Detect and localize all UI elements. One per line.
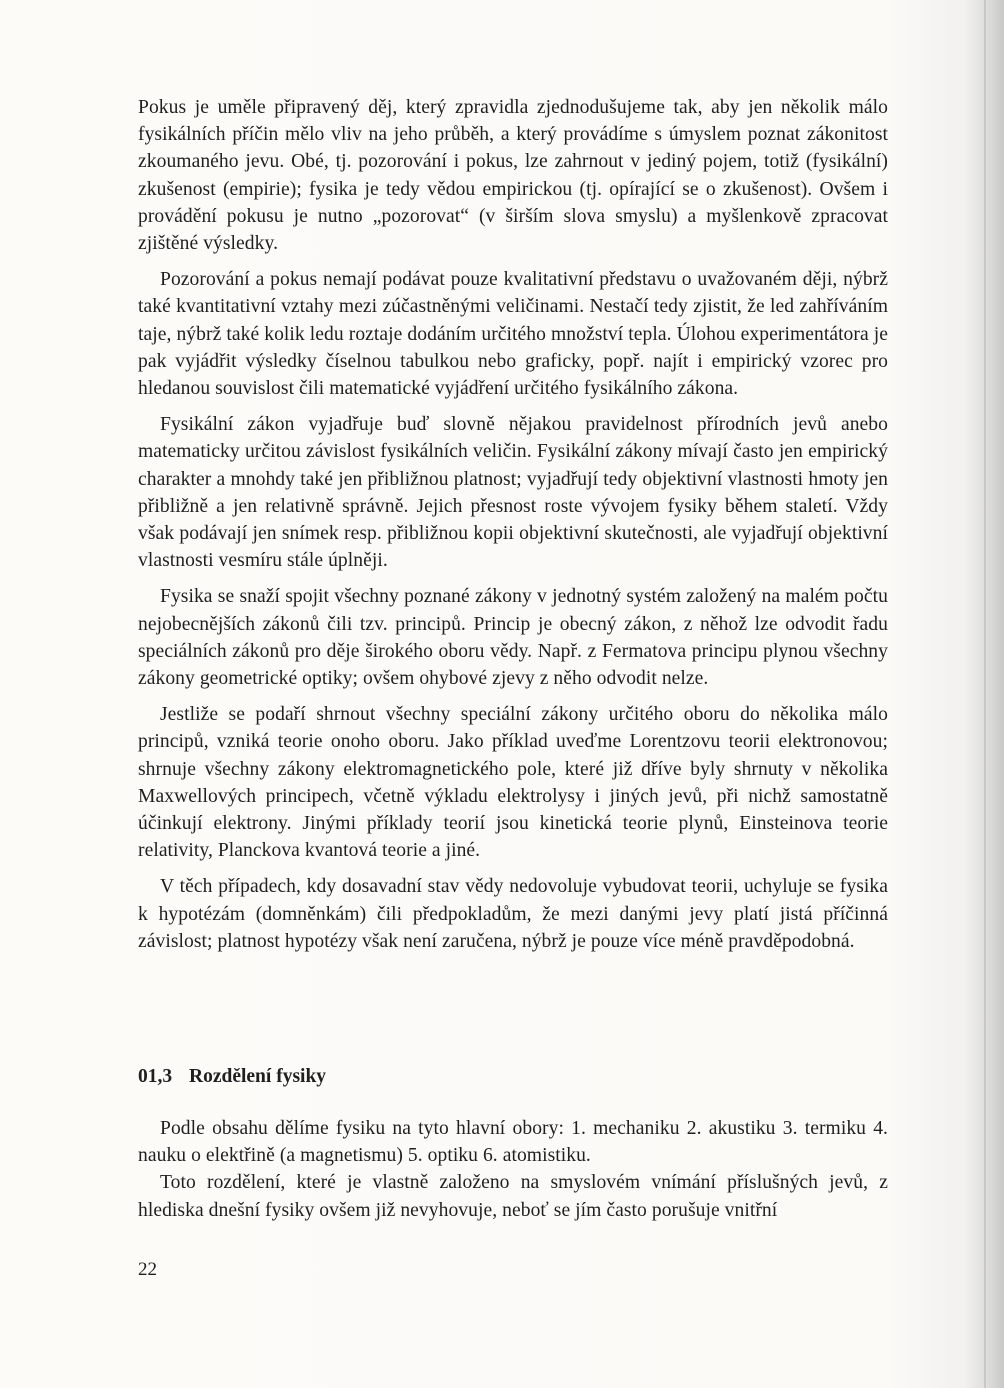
paragraph-4: Fysika se snaží spojit všechny poznané zákony v jednotný systém založený na malém počtu nejobecnějších zákonů čili tzv. principů. Princip je obecný zákon, z něhož lze odvodit řadu speciálních zákonů pro děje širokého oboru vědy. Např. z Fermatova principu plynou všechny zákony geometrické optiky; ovšem ohybové zjevy z něho odvodit nelze. xyxy=(138,586,888,690)
section-text-block xyxy=(138,1115,888,1224)
paragraph-2: Pozorování a pokus nemají podávat pouze kvalitativní představu o uvažovaném ději, nýbrž také kvantitativní vztahy mezi zúčastněnými veličinami. Nestačí tedy zjistit, že led zahříváním taje, nýbrž také kolik ledu roztaje dodáním určitého množství tepla. Úlohou experimentátora je pak vyjádřit výsledky číselnou tabulkou nebo graficky, popř. najít i empirický vzorec pro hledanou souvislost čili matematické vyjádření určitého fysikálního zákona. xyxy=(138,269,888,400)
section-paragraph-2: Toto rozdělení, které je vlastně založeno na smyslovém vnímání příslušných jevů, z hlediska dnešní fysiky ovšem již nevyhovuje, neboť se jím často porušuje vnitřní xyxy=(138,1172,888,1221)
section-number: 01,3 xyxy=(138,1066,173,1087)
section-title: Rozdělení fysiky xyxy=(189,1066,327,1087)
section-paragraph-1: Podle obsahu dělíme fysiku na tyto hlavní obory: 1. mechaniku 2. akustiku 3. termiku 4. nauku o elektřině (a magnetismu) 5. optiku 6. atomistiku. xyxy=(138,1118,888,1167)
section-heading xyxy=(138,1063,326,1090)
paragraph-6: V těch případech, kdy dosavadní stav vědy nedovoluje vybudovat teorii, uchyluje se fysika k hypotézám (domněnkám) čili předpokladům, že mezi danými jevy platí jistá příčinná závislost; platnost hypotézy však není zaručena, nýbrž je pouze více méně pravděpodobná. xyxy=(138,876,888,952)
paragraph-1: Pokus je uměle připravený děj, který zpravidla zjednodušujeme tak, aby jen několik málo fysikálních příčin mělo vliv na jeho průběh, a který provádíme s úmyslem poznat zákonitost zkoumaného jevu. Obé, tj. pozorování i pokus, lze zahrnout v jediný pojem, totiž (fysikální) zkušenost (empirie); fysika je tedy vědou empirickou (tj. opírající se o zkušenost). Ovšem i provádění pokusu je nutno „pozorovat“ (v širším slova smyslu) a myšlenkově zpracovat zjištěné výsledky. xyxy=(138,97,888,255)
paragraph-3: Fysikální zákon vyjadřuje buď slovně nějakou pravidelnost přírodních jevů anebo matematicky určitou závislost fysikálních veličin. Fysikální zákony mívají často jen empirický charakter a mnohdy také jen přibližnou platnost; vyjadřují tedy objektivní vlastnosti hmoty jen přibližně a jen relativně správně. Jejich přesnost roste vývojem fysiky během staletí. Vždy však podávají jen snímek resp. přibližnou kopii objektivní skutečnosti, ale vyjadřují objektivní vlastnosti vesmíru stále úplněji. xyxy=(138,414,888,572)
page-number: 22 xyxy=(138,1259,158,1280)
page-edge-line xyxy=(984,0,986,1388)
main-text-block xyxy=(138,94,888,964)
paragraph-5: Jestliže se podaří shrnout všechny speciální zákony určitého oboru do několika málo principů, vzniká teorie onoho oboru. Jako příklad uveďme Lorentzovu teorii elektronovou; shrnuje všechny zákony elektromagnetického pole, které již dříve byly shrnuty v několika Maxwellových principech, včetně výkladu elektrolysy i jiných jevů, při nichž samostatně účinkují elektrony. Jinými příklady teorií jsou kinetická teorie plynů, Einsteinova teorie relativity, Planckova kvantová teorie a jiné. xyxy=(138,704,888,862)
